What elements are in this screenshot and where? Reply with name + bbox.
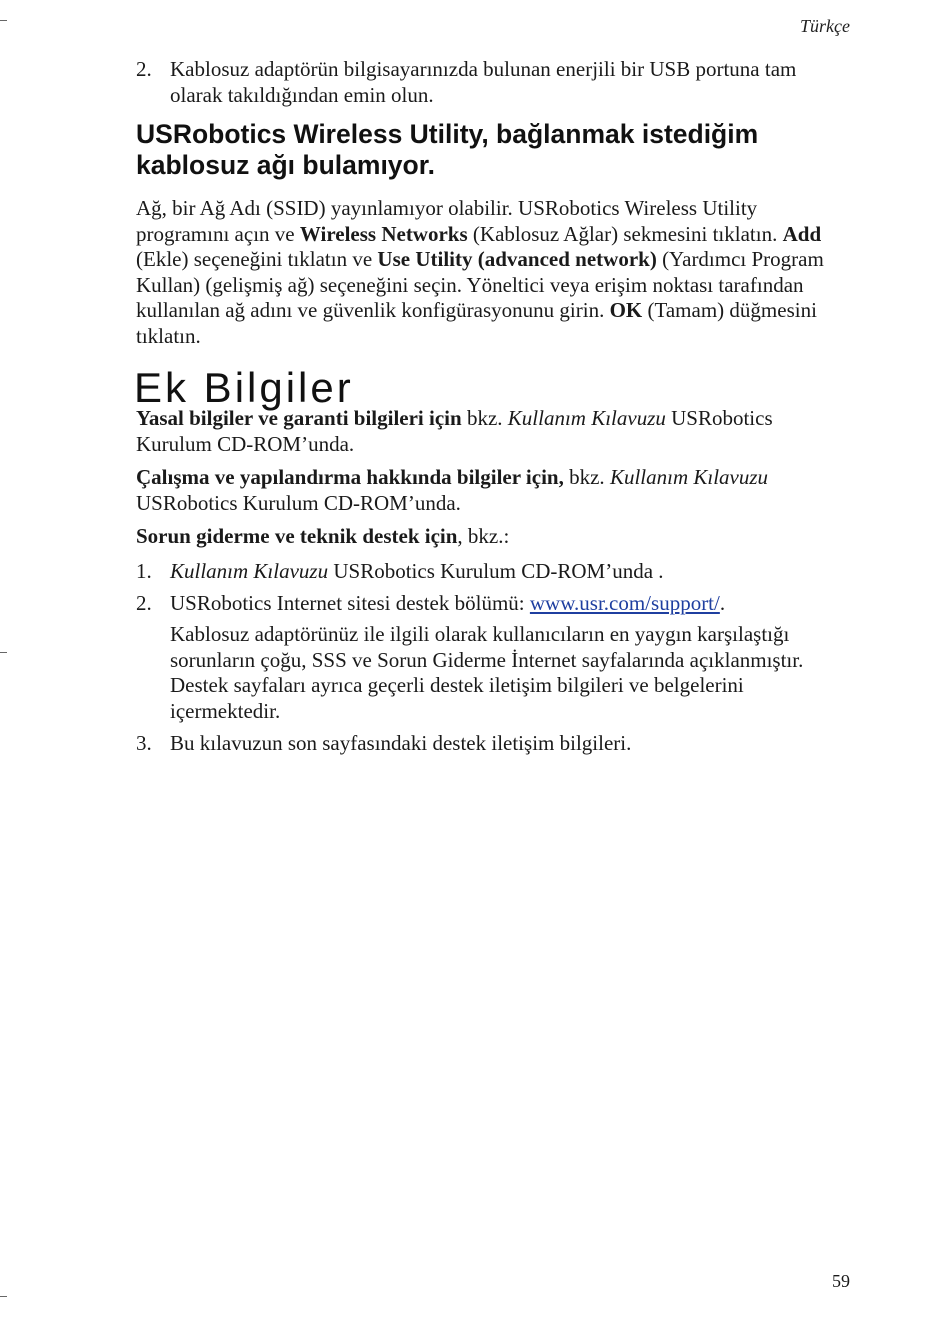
- text-run: (Ekle) seçeneğini tıklatın ve: [136, 247, 378, 271]
- text-run: Kullanım Kılavuzu: [507, 406, 666, 430]
- operation-info-paragraph: [136, 465, 848, 516]
- legal-info-paragraph: [136, 406, 848, 457]
- crop-mark: [0, 652, 7, 653]
- text-run: , bkz.:: [457, 524, 510, 548]
- support-description: Kablosuz adaptörünüz ile ilgili olarak kullanıcıların en yaygın karşılaştığı sorunların çoğu, SSS ve Sorun Giderme İnternet sayfalarında açıklanmıştır. Destek sayfaları ayrıca geçerli destek iletişim bilgileri ve belgelerini içermektedir.: [170, 622, 804, 723]
- list-text: [170, 559, 848, 585]
- text-run: Kullanım Kılavuzu: [609, 465, 769, 489]
- list-number: 2.: [136, 57, 152, 81]
- use-utility-term: Use Utility (advanced network): [377, 247, 657, 271]
- crop-mark: [0, 1296, 7, 1297]
- list-number: 3.: [136, 731, 152, 755]
- text-run: USRobotics Kurulum CD-ROM’unda .: [328, 559, 664, 583]
- list-item-continuation: [136, 622, 848, 724]
- text-run: Kullanım Kılavuzu: [170, 559, 329, 583]
- text-run: USRobotics Kurulum CD-ROM’unda.: [136, 406, 773, 456]
- page-language-header: Türkçe: [800, 16, 850, 36]
- text-run: USRobotics Internet sitesi destek bölümü:: [170, 591, 530, 615]
- page-title: Ek Bilgiler: [134, 364, 354, 411]
- list-item: [136, 591, 848, 617]
- text-run: bkz.: [461, 406, 508, 430]
- list-item: [136, 57, 848, 108]
- list-text: Kablosuz adaptörün bilgisayarınızda bulunan enerjili bir USB portuna tam olarak takıldığından emin olun.: [170, 57, 797, 107]
- text-run: Çalışma ve yapılandırma hakkında bilgiler için,: [136, 465, 564, 489]
- text-run: .: [719, 591, 726, 615]
- text-run: USRobotics Kurulum CD-ROM’unda.: [136, 490, 461, 515]
- list-number: 1.: [136, 559, 152, 583]
- text-run: (Kablosuz Ağlar) sekmesini tıklatın.: [467, 221, 783, 246]
- add-term: Add: [782, 221, 822, 246]
- list-text: Bu kılavuzun son sayfasındaki destek iletişim bilgileri.: [170, 731, 632, 755]
- support-link[interactable]: www.usr.com/support/: [529, 591, 720, 615]
- crop-mark: [0, 20, 7, 21]
- section-heading: USRobotics Wireless Utility, bağlanmak istediğim kablosuz ağı bulamıyor.: [136, 119, 759, 180]
- section-paragraph: [136, 196, 848, 349]
- list-item: [136, 731, 848, 757]
- text-run: Yasal bilgiler ve garanti bilgileri için: [136, 406, 462, 430]
- page-number: 59: [832, 1271, 850, 1291]
- ok-term: OK: [609, 298, 643, 322]
- text-run: (Yardımcı Program Kullan) (gelişmiş ağ) seçeneğini seçin. Yöneltici veya erişim noktası tarafından kullanılan ağ adını ve güvenlik konfigürasyonunu girin.: [136, 247, 824, 322]
- text-run: Sorun giderme ve teknik destek için: [136, 524, 458, 548]
- text-run: (Tamam) düğmesini tıklatın.: [136, 298, 817, 348]
- support-intro: [136, 524, 848, 550]
- list-number: 2.: [136, 591, 152, 615]
- text-run: bkz.: [563, 465, 610, 489]
- text-run: Ağ, bir Ağ Adı (SSID) yayınlamıyor olabilir. USRobotics Wireless Utility programını açın ve: [136, 196, 758, 246]
- list-item: [136, 559, 848, 585]
- list-text: [170, 591, 848, 617]
- wireless-networks-term: Wireless Networks: [299, 221, 468, 246]
